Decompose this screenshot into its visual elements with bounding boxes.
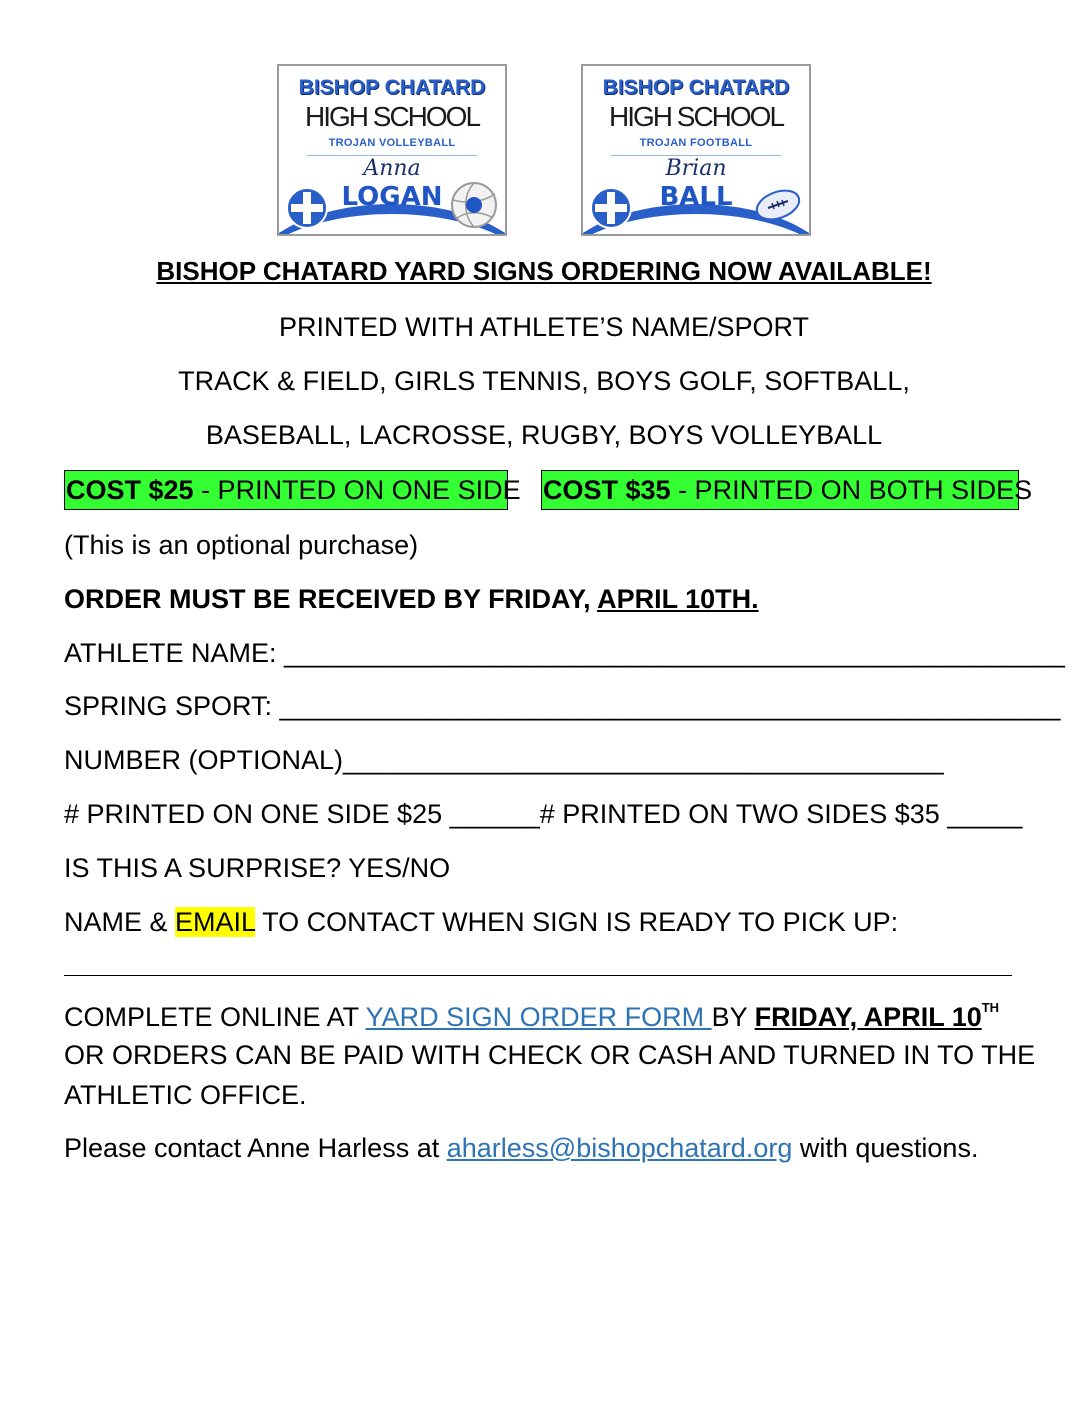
- cost-one-desc: - PRINTED ON ONE SIDE: [193, 475, 521, 505]
- contact-entry-line[interactable]: [64, 975, 1012, 976]
- sign-last-name: BALL: [659, 182, 733, 212]
- cost-two-price: COST $35: [543, 475, 671, 505]
- contact-field-label: [64, 907, 898, 938]
- sign-school-name: BISHOP CHATARD: [298, 76, 486, 99]
- sign-team: TROJAN VOLLEYBALL: [328, 137, 456, 149]
- sports-list-line-2: BASEBALL, LACROSSE, RUGBY, BOYS VOLLEYBALL: [205, 420, 883, 450]
- payment-instructions-line-1: OR ORDERS CAN BE PAID WITH CHECK OR CASH AND TURNED IN TO THE: [64, 1040, 1036, 1070]
- sign-last-name: LOGAN: [341, 182, 443, 212]
- online-middle: BY: [711, 1002, 755, 1032]
- surprise-question: IS THIS A SURPRISE? YES/NO: [64, 853, 451, 883]
- deadline-text: ORDER MUST BE RECEIVED BY FRIDAY,: [64, 584, 598, 614]
- payment-instructions-line-2: ATHLETIC OFFICE.: [64, 1080, 307, 1110]
- cost-two-desc: - PRINTED ON BOTH SIDES: [670, 475, 1033, 505]
- contact-suffix: TO CONTACT WHEN SIGN IS READY TO PICK UP:: [255, 907, 899, 937]
- subtitle: PRINTED WITH ATHLETE’S NAME/SPORT: [278, 312, 810, 342]
- yard-sign-football: [581, 64, 811, 236]
- online-date: FRIDAY, APRIL 10: [754, 1002, 982, 1032]
- cost-one-side-badge: [64, 470, 521, 510]
- volleyball-icon: [449, 180, 499, 230]
- online-instructions: [64, 1000, 999, 1033]
- contact-line-prefix: Please contact Anne Harless at: [64, 1133, 447, 1163]
- contact-line-suffix: with questions.: [792, 1133, 979, 1163]
- deadline-notice: [64, 584, 759, 615]
- email-highlight: EMAIL: [175, 907, 256, 937]
- printed-count-fields[interactable]: # PRINTED ON ONE SIDE $25 ______# PRINTED ON TWO SIDES $35 _____: [64, 799, 1023, 829]
- sign-team: TROJAN FOOTBALL: [639, 137, 753, 149]
- contact-email-link[interactable]: aharless@bishopchatard.org: [446, 1133, 793, 1163]
- contact-line: [64, 1133, 978, 1164]
- online-date-suffix: TH: [981, 1000, 1000, 1015]
- sign-school-type: HIGH SCHOOL: [608, 101, 784, 132]
- sign-first-name: Brian: [665, 156, 727, 181]
- number-field[interactable]: NUMBER (OPTIONAL)________________________________________: [64, 745, 944, 775]
- school-cross-logo-icon: [589, 186, 633, 230]
- cost-both-sides-badge: [541, 470, 1033, 510]
- cost-one-price: COST $25: [66, 475, 194, 505]
- athlete-name-field[interactable]: ATHLETE NAME: ____________________________________________________: [64, 638, 1065, 668]
- sign-school-type: HIGH SCHOOL: [304, 101, 480, 132]
- online-prefix: COMPLETE ONLINE AT: [64, 1002, 366, 1032]
- football-icon: [753, 180, 803, 230]
- spring-sport-field[interactable]: SPRING SPORT: ____________________________________________________: [64, 691, 1061, 721]
- order-form-link[interactable]: YARD SIGN ORDER FORM: [365, 1002, 712, 1032]
- optional-note: (This is an optional purchase): [64, 530, 419, 560]
- contact-prefix: NAME &: [64, 907, 176, 937]
- yard-sign-volleyball: [277, 64, 507, 236]
- page-title: BISHOP CHATARD YARD SIGNS ORDERING NOW AVAILABLE!: [156, 256, 932, 286]
- sports-list-line-1: TRACK & FIELD, GIRLS TENNIS, BOYS GOLF, SOFTBALL,: [178, 366, 910, 396]
- sign-school-name: BISHOP CHATARD: [602, 76, 790, 99]
- sign-first-name: Anna: [363, 156, 421, 181]
- school-cross-logo-icon: [285, 186, 329, 230]
- deadline-date: APRIL 10TH.: [597, 584, 759, 614]
